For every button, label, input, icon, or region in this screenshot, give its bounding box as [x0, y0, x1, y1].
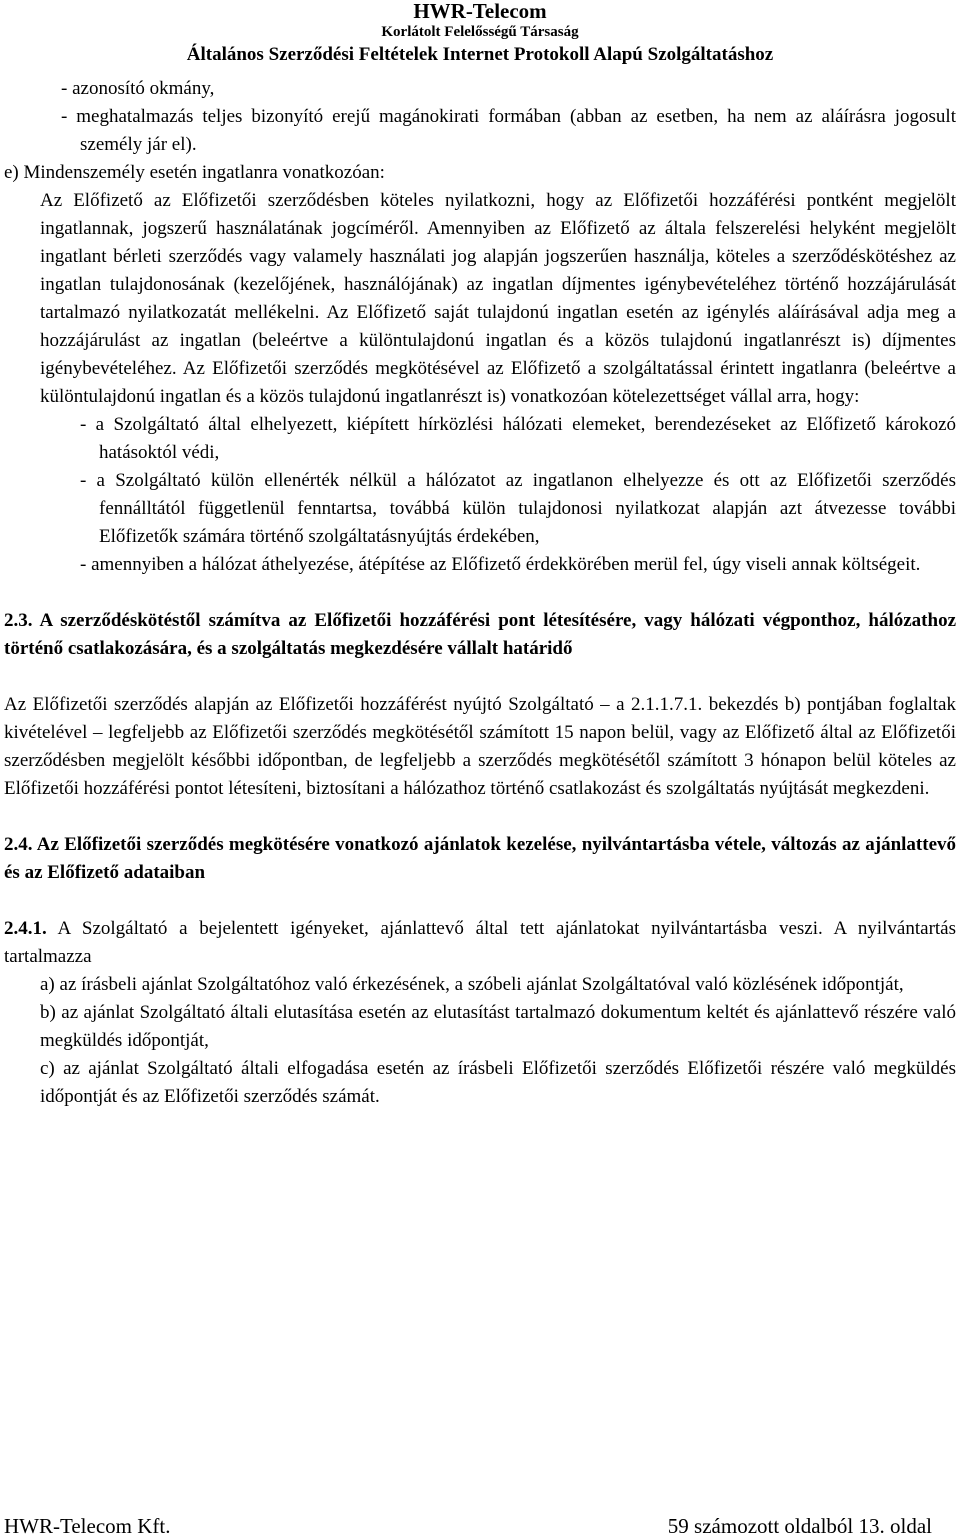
- section-number: 2.4.: [4, 834, 33, 855]
- footer-page-number: 59 számozott oldalból 13. oldal: [667, 1514, 932, 1538]
- list-item: a) az írásbeli ajánlat Szolgáltatóhoz való érkezésének, a szóbeli ajánlat Szolgáltatóval való közlésének időpontját,: [40, 974, 904, 995]
- list-item: - meghatalmazás teljes bizonyító erejű magánokirati formában (abban az esetben, ha nem az aláírásra jogosult személy jár el).: [61, 106, 956, 155]
- section-title: A szerződéskötéstől számítva az Előfizetői hozzáférési pont létesítésére, vagy hálózati végponthoz, hálózathoz történő csatlakozására, és a szolgáltatás megkezdésére vállalt határidő: [4, 610, 957, 659]
- item-e-text: Az Előfizető az Előfizetői szerződésben köteles nyilatkozni, hogy az Előfizetői hozzáférési pontként megjelölt ingatlannak, jogszerű használatának jogcíméről. Amennyiben az Előfizető az általa felszerelési helyként megjelölt ingatlant bérleti szerződés vagy valamely használati jog alapján jogszerűen használja, köteles a szerződéskötéshez az ingatlan tulajdonosának (kezelőjének, használójának) az ingatlan díjmentes igénybevételéhez történő hozzájárulását tartalmazó nyilatkozatát mellékelni. Az Előfizető saját tulajdonú ingatlan esetén az igénylés aláírásával adja meg a hozzájárulást az ingatlan (beleértve a különtulajdonú ingatlan és a közös tulajdonú ingatlanrészt is) díjmentes igénybevételéhez. Az Előfizetői szerződés megkötésével az Előfizető a szolgáltatással érintett ingatlanra (beleértve a különtulajdonú ingatlan és a közös tulajdonú ingatlanrészt is) vonatkozóan kötelezettséget vállal arra, hogy:: [40, 190, 956, 407]
- section-2-4-1-text: [4, 915, 956, 971]
- page-header: [0, 0, 960, 68]
- header-company-form: Korlátolt Felelősségű Társaság: [381, 24, 579, 40]
- list-item: - a Szolgáltató külön ellenérték nélkül a hálózatot az ingatlanon elhelyezze és ott az Előfizetői szerződés fennálltától függetlenül fenntartsa, továbbá külön tulajdonosi nyilatkozat alapján azt átvezesse további Előfizetők számára történő szolgáltatásnyújtás érdekében,: [80, 470, 956, 547]
- list-item: - amennyiben a hálózat áthelyezése, átépítése az Előfizető érdekkörében merül fel, úgy viseli annak költségeit.: [80, 554, 921, 575]
- section-number: 2.4.1.: [4, 918, 47, 939]
- section-title: Az Előfizetői szerződés megkötésére vonatkozó ajánlatok kezelése, nyilvántartásba vétele, változás az ajánlattevő és az Előfizető adataiban: [4, 834, 956, 883]
- page-footer: [4, 1512, 956, 1540]
- section-text: A Szolgáltató a bejelentett igényeket, ajánlattevő által tett ajánlatokat nyilvántartásba veszi. A nyilvántartás tartalmazza: [4, 918, 957, 967]
- section-number: 2.3.: [4, 610, 33, 631]
- section-2-4-heading: [4, 831, 956, 887]
- header-company: HWR-Telecom: [413, 0, 547, 23]
- header-doc-title: Általános Szerződési Feltételek Internet Protokoll Alapú Szolgáltatáshoz: [186, 44, 774, 65]
- item-e-heading: e) Mindenszemély esetén ingatlanra vonatkozóan:: [4, 162, 385, 183]
- page-body: [4, 75, 956, 1111]
- list-item: - a Szolgáltató által elhelyezett, kiépített hírközlési hálózati elemeket, berendezéseket az Előfizető károkozó hatásoktól védi,: [80, 414, 956, 463]
- section-2-3-text: Az Előfizetői szerződés alapján az Előfizetői hozzáférést nyújtó Szolgáltató – a 2.1.1.7.1. bekezdés b) pontjában foglaltak kivételével – legfeljebb az Előfizetői szerződés megkötésétől számított 15 napon belül, vagy az Előfizető által az Előfizetői szerződésben megjelölt későbbi időpontban, de legfeljebb a szerződés megkötésétől számított 3 hónapon belül köteles az Előfizetői hozzáférési pontot létesíteni, biztosítani a hálózathoz történő csatlakozást és szolgáltatás nyújtását megkezdeni.: [4, 694, 956, 799]
- section-2-3-heading: [4, 607, 956, 663]
- list-item: - azonosító okmány,: [61, 78, 215, 99]
- list-item: b) az ajánlat Szolgáltató általi elutasítása esetén az elutasítást tartalmazó dokumentum keltét és ajánlattevő részére való megküldés időpontját,: [40, 1002, 956, 1051]
- list-item: c) az ajánlat Szolgáltató általi elfogadása esetén az írásbeli Előfizetői szerződés Előfizetői részére való megküldés időpontját és az Előfizetői szerződés számát.: [40, 1058, 956, 1107]
- footer-company: HWR-Telecom Kft.: [4, 1514, 171, 1538]
